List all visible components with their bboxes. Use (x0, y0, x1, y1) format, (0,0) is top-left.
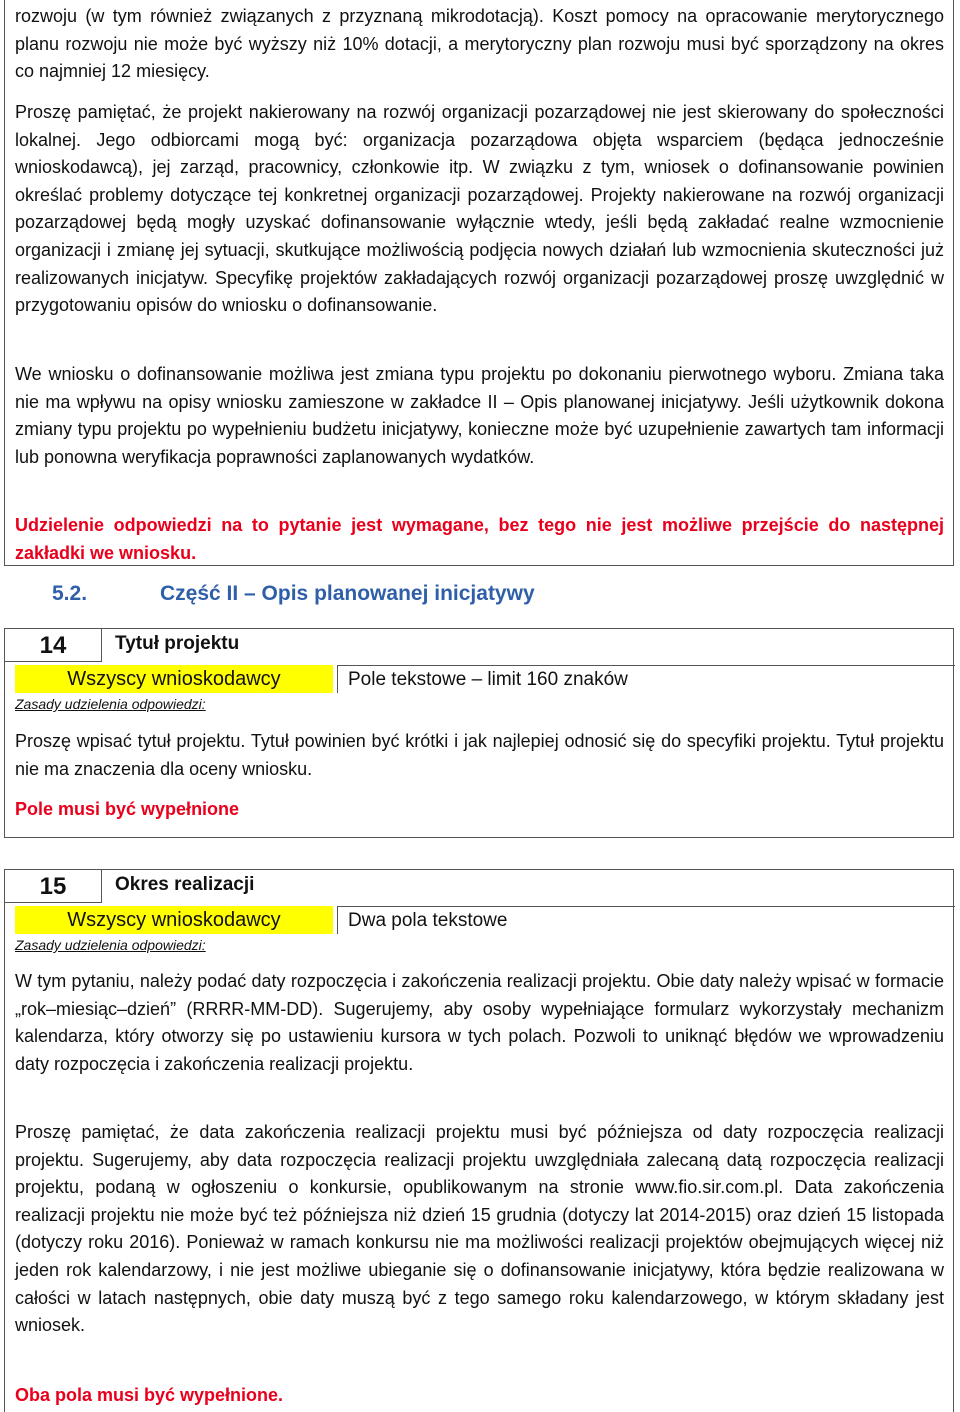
field-type-label: Dwa pola tekstowe (337, 906, 955, 934)
intro-required-note: Udzielenie odpowiedzi na to pytanie jest wymagane, bez tego nie jest możliwe przejście do następnej zakładki we wniosku. (15, 515, 944, 563)
field-type-label: Pole tekstowe – limit 160 znaków (337, 665, 955, 693)
question-14-required-note: Pole musi być wypełnione (15, 799, 240, 819)
section-title: Część II – Opis planowanej inicjatywy (160, 582, 535, 605)
question-number: 14 (5, 629, 102, 662)
question-title: Okres realizacji (115, 874, 255, 895)
question-15-instructions-2: Proszę pamiętać, że data zakończenia realizacji projektu musi być późniejsza od daty rozpoczęcia realizacji projektu. Sugerujemy, aby data rozpoczęcia realizacji projektu uwzględniała zalecaną datą rozpoczęcia realizacji projektu, podaną w ogłoszeniu o konkursie, opublikowanym na stronie www.fio.sir.com.pl. Data zakończenia realizacji projektu nie może być też późniejsza niż dzień 15 grudnia (dotyczy lat 2014-2015) oraz dzień 15 listopada (dotyczy roku 2016). Ponieważ w ramach konkursu nie ma możliwości realizacji projektów obejmujących więcej niż jeden rok kalendarzowy, i nie jest możliwe ubieganie się o dofinansowanie inicjatywy, która będzie realizowana w całości w latach następnych, obie daty muszą być z tego samego roku kalendarzowego, w którym składany jest wniosek. (15, 1122, 944, 1336)
intro-paragraph-2: Proszę pamiętać, że projekt nakierowany na rozwój organizacji pozarządowej nie jest skierowany do społeczności lokalnej. Jego odbiorcami mogą być: organizacja pozarządowa objęta wsparciem (będąca jednocześnie wnioskodawcą), jej zarząd, pracownicy, członkowie itp. W związku z tym, wniosek o dofinansowanie powinien określać problemy dotyczące tej konkretnej organizacji pozarządowej. Projekty nakierowane na rozwój organizacji pozarządowej będą mogły uzyskać dofinansowanie wyłącznie wtedy, jeśli będą zakładać realne wzmocnienie organizacji i zmianę jej sytuacji, skutkujące możliwością podjęcia nowych działań lub wzmocnienia skuteczności już realizowanych inicjatyw. Specyfikę projektów zakładających rozwój organizacji pozarządowej proszę uwzględnić w przygotowaniu opisów do wniosku o dofinansowanie. (15, 102, 944, 316)
applicants-badge: Wszyscy wnioskodawcy (15, 665, 333, 693)
question-14-instructions: Proszę wpisać tytuł projektu. Tytuł powinien być krótki i jak najlepiej odnosić się do specyfiki projektu. Tytuł projektu nie ma znaczenia dla oceny wniosku. (15, 731, 944, 779)
rules-label: Zasady udzielenia odpowiedzi: (15, 937, 206, 953)
question-title: Tytuł projektu (115, 633, 240, 654)
applicants-badge: Wszyscy wnioskodawcy (15, 906, 333, 934)
rules-label: Zasady udzielenia odpowiedzi: (15, 696, 206, 712)
question-15-instructions-1: W tym pytaniu, należy podać daty rozpoczęcia i zakończenia realizacji projektu. Obie daty należy wpisać w formacie „rok–miesiąc–dzień” (RRRR-MM-DD). Sugerujemy, aby osoby wypełniające formularz wykorzystały mechanizm kalendarza, który otworzy się po ustawieniu kursora w tych polach. Pozwoli to uniknąć błędów we wprowadzeniu daty rozpoczęcia i zakończenia realizacji projektu. (15, 971, 944, 1074)
section-number: 5.2. (52, 582, 88, 605)
section-heading (52, 582, 535, 606)
question-14-header (5, 629, 955, 661)
intro-paragraph-3: We wniosku o dofinansowanie możliwa jest zmiana typu projektu po dokonaniu pierwotnego wyboru. Zmiana taka nie ma wpływu na opisy wniosku zamieszone w zakładce II – Opis planowanej inicjatywy. Jeśli użytkownik dokona zmiany typu projektu po wypełnieniu budżetu inicjatywy, konieczne może być uzupełnienie zawartych tam informacji lub ponowna weryfikacja poprawności zaplanowanych wydatków. (15, 364, 944, 467)
question-15-required-note: Oba pola musi być wypełnione. (15, 1385, 284, 1405)
question-15-header (5, 870, 955, 902)
question-number: 15 (5, 870, 102, 903)
intro-paragraph-1: rozwoju (w tym również związanych z przyznaną mikrodotacją). Koszt pomocy na opracowanie merytorycznego planu rozwoju nie może być wyższy niż 10% dotacji, a merytoryczny plan rozwoju musi być sporządzony na okres co najmniej 12 miesięcy. (15, 6, 944, 82)
